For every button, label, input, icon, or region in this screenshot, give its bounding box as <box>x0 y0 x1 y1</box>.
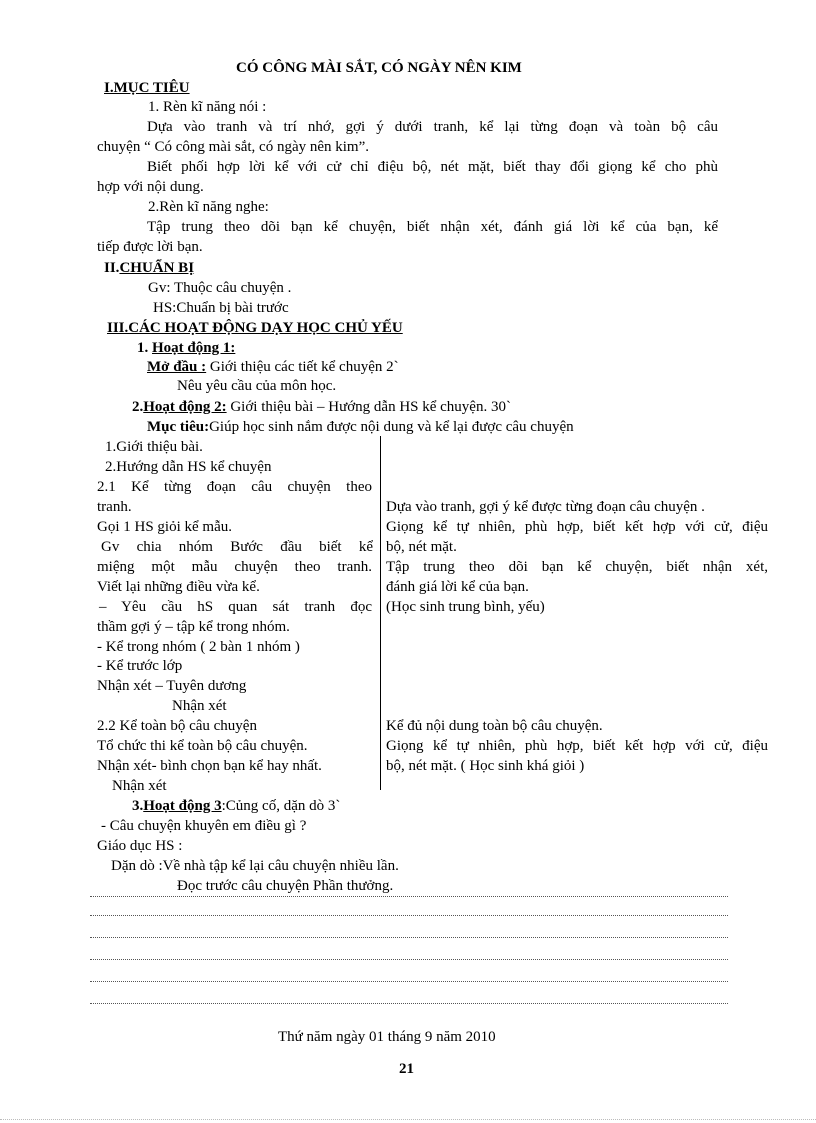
teacher-activity-line: 2.1 Kể từng đoạn câu chuyện theo <box>97 479 372 495</box>
review-question: - Câu chuyện khuyên em điều gì ? <box>101 818 307 834</box>
note-line <box>90 915 728 916</box>
teacher-activity-line: Gọi 1 HS giỏi kể mẫu. <box>97 519 232 535</box>
reading-assignment: Đọc trước câu chuyện Phần thưởng. <box>177 878 394 894</box>
student-activity-line: bộ, nét mặt. ( Học sinh khá giỏi ) <box>386 758 585 774</box>
teacher-activity-line: - Kể trước lớp <box>97 658 183 674</box>
teacher-activity-line: Nhận xét <box>172 698 227 714</box>
note-line <box>90 959 728 960</box>
note-line <box>90 896 728 897</box>
opening-line-2: Nêu yêu cầu của môn học. <box>177 378 337 394</box>
objective-text: Giúp học sinh nắm được nội dung và kể lại được câu chuyện <box>209 419 574 435</box>
listening-skill-heading: 2.Rèn kĩ năng nghe: <box>148 199 269 215</box>
note-line <box>90 981 728 982</box>
opening-text: Giới thiệu các tiết kể chuyện 2` <box>206 359 399 375</box>
student-activity-line: Tập trung theo dõi bạn kể chuyện, biết nhận xét, <box>386 559 768 575</box>
teacher-activity-line: 2.Hướng dẫn HS kể chuyện <box>105 459 272 475</box>
page-bottom-border <box>0 1119 816 1120</box>
section-title: CHUẨN BỊ <box>119 260 195 276</box>
column-divider <box>380 436 381 790</box>
teacher-activity-line: miệng một mẫu chuyện theo tranh. <box>97 559 372 575</box>
activity-number: 1. <box>137 340 149 356</box>
activity-1-heading <box>137 339 235 357</box>
activity-text: Giới thiệu bài – Hướng dẫn HS kể chuyện. 30` <box>226 399 511 415</box>
opening-line <box>147 358 399 376</box>
objective-text: tiếp được lời bạn. <box>97 239 203 255</box>
page-number: 21 <box>399 1061 414 1077</box>
teacher-activity-line: Tổ chức thi kể toàn bộ câu chuyện. <box>97 738 308 754</box>
student-preparation: HS:Chuẩn bị bài trước <box>153 300 289 316</box>
note-line <box>90 937 728 938</box>
moral-education: Giáo dục HS : <box>97 838 183 854</box>
student-activity-line: Dựa vào tranh, gợi ý kể được từng đoạn câu chuyện . <box>386 499 705 515</box>
speaking-skill-heading: 1. Rèn kĩ năng nói : <box>148 99 267 115</box>
objective-text: chuyện “ Có công mài sắt, có ngày nên kim”. <box>97 139 370 155</box>
opening-label: Mở đầu : <box>147 359 207 375</box>
student-activity-line: đánh giá lời kể của bạn. <box>386 579 529 595</box>
activity-label: Hoạt động 1: <box>152 340 236 356</box>
homework-instruction: Dặn dò :Về nhà tập kể lại câu chuyện nhiều lần. <box>111 858 399 874</box>
activity-2-heading <box>132 398 511 416</box>
teacher-activity-line: - Kể trong nhóm ( 2 bàn 1 nhóm ) <box>97 639 300 655</box>
activity-number: 3. <box>132 798 144 814</box>
activity-label: Hoạt động 2: <box>143 399 227 415</box>
teacher-preparation: Gv: Thuộc câu chuyện . <box>148 280 292 296</box>
activity-3-heading <box>132 797 340 815</box>
student-activity-line: Giọng kể tự nhiên, phù hợp, biết kết hợp với cử, điệu <box>386 738 768 754</box>
objective-text: Dựa vào tranh và trí nhớ, gợi ý dưới tranh, kể lại từng đoạn và toàn bộ câu <box>147 119 718 135</box>
teacher-activity-line: Viết lại những điều vừa kể. <box>97 579 260 595</box>
objective-text: Tập trung theo dõi bạn kể chuyện, biết nhận xét, đánh giá lời kể của bạn, kể <box>147 219 718 235</box>
teacher-activity-line: Nhận xét <box>112 778 167 794</box>
objective-text: hợp với nội dung. <box>97 179 204 195</box>
teacher-activity-line: thầm gợi ý – tập kể trong nhóm. <box>97 619 290 635</box>
teacher-activity-line: 1.Giới thiệu bài. <box>105 439 203 455</box>
activity-text: :Củng cố, dặn dò 3` <box>221 798 341 814</box>
teacher-activity-line: Nhận xét – Tuyên dương <box>97 678 247 694</box>
objective-text: Biết phối hợp lời kể với cử chỉ điệu bộ, nét mặt, biết thay đổi giọng kể cho phù <box>147 159 718 175</box>
note-line <box>90 1003 728 1004</box>
lesson-date: Thứ năm ngày 01 tháng 9 năm 2010 <box>278 1029 496 1045</box>
lesson-title: CÓ CÔNG MÀI SẮT, CÓ NGÀY NÊN KIM <box>236 60 522 76</box>
section-number: II. <box>104 260 120 276</box>
student-activity-line: (Học sinh trung bình, yếu) <box>386 599 545 615</box>
objective-label: Mục tiêu: <box>147 419 210 435</box>
student-activity-line: Kể đủ nội dung toàn bộ câu chuyện. <box>386 718 603 734</box>
activity-2-objective <box>147 418 574 436</box>
student-activity-line: Giọng kể tự nhiên, phù hợp, biết kết hợp với cử, điệu <box>386 519 768 535</box>
activity-label: Hoạt động 3 <box>143 798 222 814</box>
section-objectives-heading: I.MỤC TIÊU <box>104 80 190 96</box>
section-activities-heading: III.CÁC HOẠT ĐỘNG DẠY HỌC CHỦ YẾU <box>107 320 403 336</box>
section-preparation-heading <box>104 259 194 277</box>
teacher-activity-line: Nhận xét- bình chọn bạn kể hay nhất. <box>97 758 322 774</box>
teacher-activity-line: – Yêu cầu hS quan sát tranh đọc <box>99 599 372 615</box>
teacher-activity-line: Gv chia nhóm Bước đầu biết kể <box>101 539 373 555</box>
teacher-activity-line: 2.2 Kể toàn bộ câu chuyện <box>97 718 257 734</box>
teacher-activity-line: tranh. <box>97 499 132 515</box>
student-activity-line: bộ, nét mặt. <box>386 539 457 555</box>
activity-number: 2. <box>132 399 144 415</box>
